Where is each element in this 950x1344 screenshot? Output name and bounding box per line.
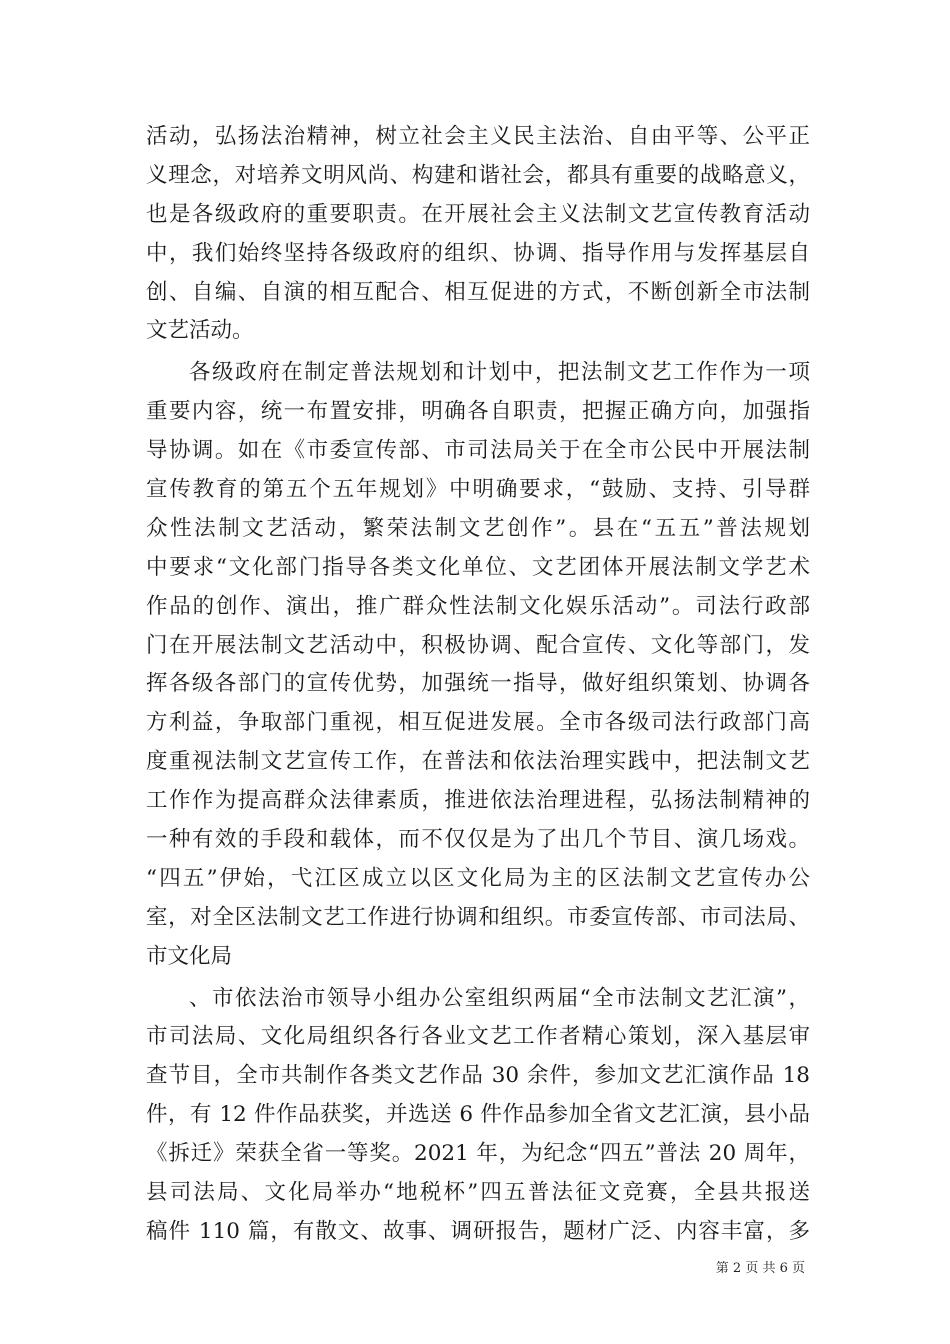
text-line: 县司法局、文化局举办“地税杯”四五普法征文竞赛，全县共报送 [146,1180,810,1206]
text-line: “四五”伊始，弋江区成立以区文化局为主的区法制文艺宣传办公 [146,865,810,891]
text-line: 中要求“文化部门指导各类文化单位、文艺团体开展法制文学艺术 [146,554,810,580]
text-line: 创、自编、自演的相互配合、相互促进的方式，不断创新全市法制 [146,279,810,305]
text-line: 市司法局、文化局组织各行各业文艺工作者精心策划，深入基层审 [146,1024,810,1050]
paragraph-3 [146,980,810,1252]
text-line: 活动，弘扬法治精神，树立社会主义民主法治、自由平等、公平正 [146,124,810,149]
text-line: 市文化局 [146,943,233,969]
text-line: 门在开展法制文艺活动中，积极协调、配合宣传、文化等部门，发 [146,632,810,658]
text-line: 一种有效的手段和载体，而不仅仅是为了出几个节目、演几场戏。 [146,827,810,853]
text-line: 《拆迁》荣获全省一等奖。2021 年，为纪念“四五”普法 20 周年， [146,1141,810,1167]
text-line: 义理念，对培养文明风尚、构建和谐社会，都具有重要的战略意义， [146,162,810,188]
text-line: 室，对全区法制文艺工作进行协调和组织。市委宣传部、市司法局、 [146,904,810,930]
document-body [146,118,810,1252]
paragraph-1 [146,118,810,351]
text-line: 各级政府在制定普法规划和计划中，把法制文艺工作作为一项 [189,360,810,386]
text-line: 方利益，争取部门重视，相互促进发展。全市各级司法行政部门高 [146,710,810,736]
text-line: 众性法制文艺活动，繁荣法制文艺创作”。县在“五五”普法规划 [146,515,810,541]
text-line: 挥各级各部门的宣传优势，加强统一指导，做好组织策划、协调各 [146,671,810,697]
page-number: 第 2 页 共 6 页 [715,1261,805,1276]
text-line: 文艺活动。 [146,318,254,344]
text-line: 件，有 12 件作品获奖，并选送 6 件作品参加全省文艺汇演，县小品 [146,1102,810,1128]
text-line: 作品的创作、演出，推广群众性法制文化娱乐活动”。司法行政部 [146,593,810,619]
text-line: 稿件 110 篇，有散文、故事、调研报告，题材广泛、内容丰富，多 [146,1218,810,1244]
text-line: 导协调。如在《市委宣传部、市司法局关于在全市公民中开展法制 [146,438,810,464]
text-line: 也是各级政府的重要职责。在开展社会主义法制文艺宣传教育活动 [146,201,810,227]
text-line: 度重视法制文艺宣传工作，在普法和依法治理实践中，把法制文艺 [146,749,810,775]
text-line: 、市依法治市领导小组办公室组织两届“全市法制文艺汇演”， [189,985,810,1011]
text-line: 工作作为提高群众法律素质，推进依法治理进程，弘扬法制精神的 [146,788,810,814]
text-line: 重要内容，统一布置安排，明确各自职责，把握正确方向，加强指 [146,399,810,425]
text-line: 宣传教育的第五个五年规划》中明确要求，“鼓励、支持、引导群 [146,477,810,503]
text-line: 中，我们始终坚持各级政府的组织、协调、指导作用与发挥基层自 [146,240,810,266]
paragraph-2 [146,354,810,976]
text-line: 查节目，全市共制作各类文艺作品 30 余件，参加文艺汇演作品 18 [146,1063,810,1089]
